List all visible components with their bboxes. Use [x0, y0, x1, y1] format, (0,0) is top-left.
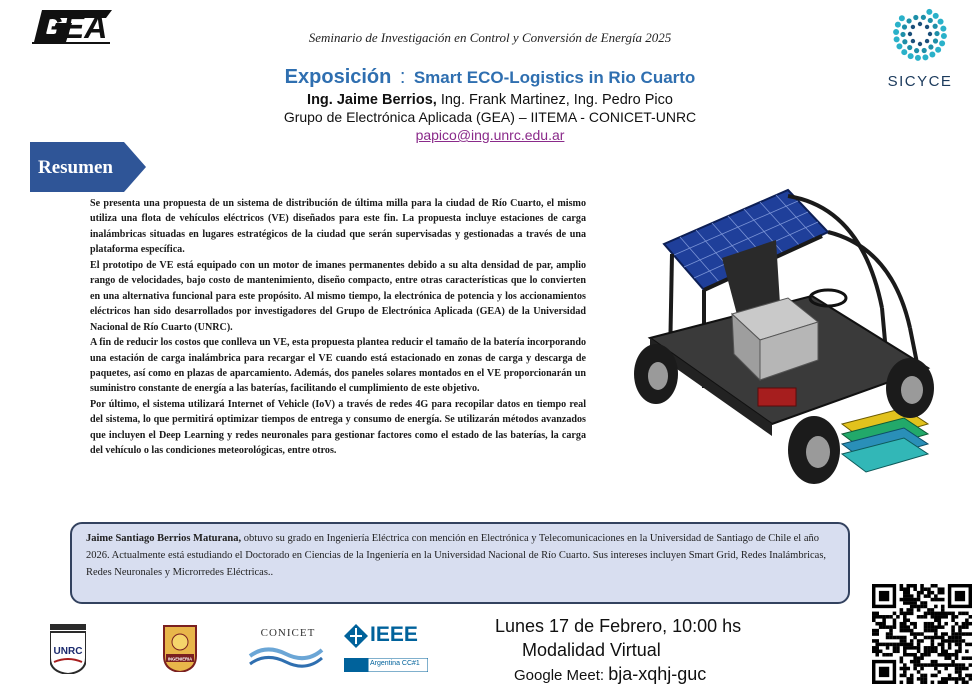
bio-body: obtuvo su grado en Ingeniería Eléctrica con mención en Electrónica y Telecomunicaciones en la Universidad de Santiago de Chile el año 2026. Actualmente está estudiando el Doctorado en Ciencias de la Ingeniería en la Universidad Nacional de Río Cuarto. Sus intereses incluyen Smart Grid, Redes Inalámbricas, Redes Neuronales y Microrredes Eléctricas..	[86, 533, 827, 578]
abstract-paragraph: A fin de reducir los costos que conlleva un VE, esta propuesta plantea reducir el tamaño de la batería incorporando una estación de carga inalámbrica para recargar el VE cuando está estacionado en zonas de carga y descarga de paquetes, así como en plazas de aparcamiento. Además, dos paneles solares montados en el VE proporcionarán un suministro constante de energía a las baterías, facilitando el cumplimiento de este objetivo.	[90, 337, 586, 395]
abstract-paragraph: Por último, el sistema utilizará Internet of Vehicle (IoV) a través de redes 4G para recopilar datos en tiempo real del sistema, lo que permitirá optimizar tiempos de entrega y consumo de energía. Se utilizarán métodos avanzados que incluyen el Deep Learning y redes neuronales para gestionar factores como el estado de las baterías, la carga del vehículo o las condiciones meteorológicas, entre otros.	[90, 398, 586, 457]
ieee-label: IEEE	[370, 623, 418, 646]
svg-text:INGENIERIA: INGENIERIA	[167, 656, 193, 662]
abstract-paragraph: El prototipo de VE está equipado con un motor de imanes permanentes debido a su alta densidad de par, amplio rango de velocidades, bajo costo de mantenimiento, diseño compacto, entre otras características que lo convierten en una alternativa funcional para este propósito. Al mismo tiempo, la electrónica de potencia y los accionamientos eléctricos han sido desarrollados por investigadores del Grupo de Electrónica Aplicada (GEA) de la Universidad Nacional de Río Cuarto (UNRC).	[90, 259, 586, 333]
svg-text:UNRC: UNRC	[53, 646, 83, 657]
seminar-title: Seminario de Investigación en Control y Conversión de Energía 2025	[308, 30, 672, 45]
ieee-argentina-label: Argentina CC#1	[370, 660, 420, 667]
contact-email-link[interactable]: papico@ing.unrc.edu.ar	[415, 127, 565, 143]
affiliation: Grupo de Electrónica Aplicada (GEA) – IITEMA - CONICET-UNRC	[283, 109, 697, 125]
resumen-label: Resumen	[38, 157, 113, 178]
title-separator: :	[399, 66, 406, 88]
abstract-paragraph: Se presenta una propuesta de un sistema de distribución de última milla para la ciudad de Río Cuarto, el mismo utiliza una flota de vehículos eléctricos (VE) diseñados para este fin. La propuesta incluye estaciones de carga inalámbricas situadas en lugares estratégicos de la ciudad que serán supervisadas y gestionadas a través de una plataforma específica.	[90, 198, 586, 256]
lead-author: Ing. Jaime Berrios,	[307, 92, 437, 108]
conicet-label: CONICET	[260, 627, 316, 639]
authors	[0, 92, 980, 108]
title-main: Exposición	[284, 66, 392, 88]
talk-title	[0, 66, 980, 89]
meet-label: Google Meet:	[514, 667, 609, 684]
speaker-bio	[86, 530, 838, 581]
co-authors: Ing. Frank Martinez, Ing. Pedro Pico	[436, 92, 673, 108]
event-date: Lunes 17 de Febrero, 10:00 hs	[495, 616, 742, 636]
google-meet-info	[514, 664, 706, 685]
svg-text:GEA: GEA	[38, 9, 108, 45]
meet-code-link[interactable]: bja-xqhj-guc	[608, 664, 707, 684]
facultad-ingenieria-logo	[162, 624, 198, 672]
speaker-name: Jaime Santiago Berrios Maturana,	[86, 533, 242, 544]
abstract-text	[90, 196, 586, 459]
title-subtitle: Smart ECO-Logistics in Rio Cuarto	[413, 68, 696, 87]
svg-text:SICYCE: SICYCE	[887, 73, 953, 90]
unrc-logo	[50, 624, 86, 674]
event-mode: Modalidad Virtual	[522, 640, 661, 660]
electric-vehicle-illustration	[592, 188, 976, 500]
qr-code[interactable]	[872, 584, 972, 684]
